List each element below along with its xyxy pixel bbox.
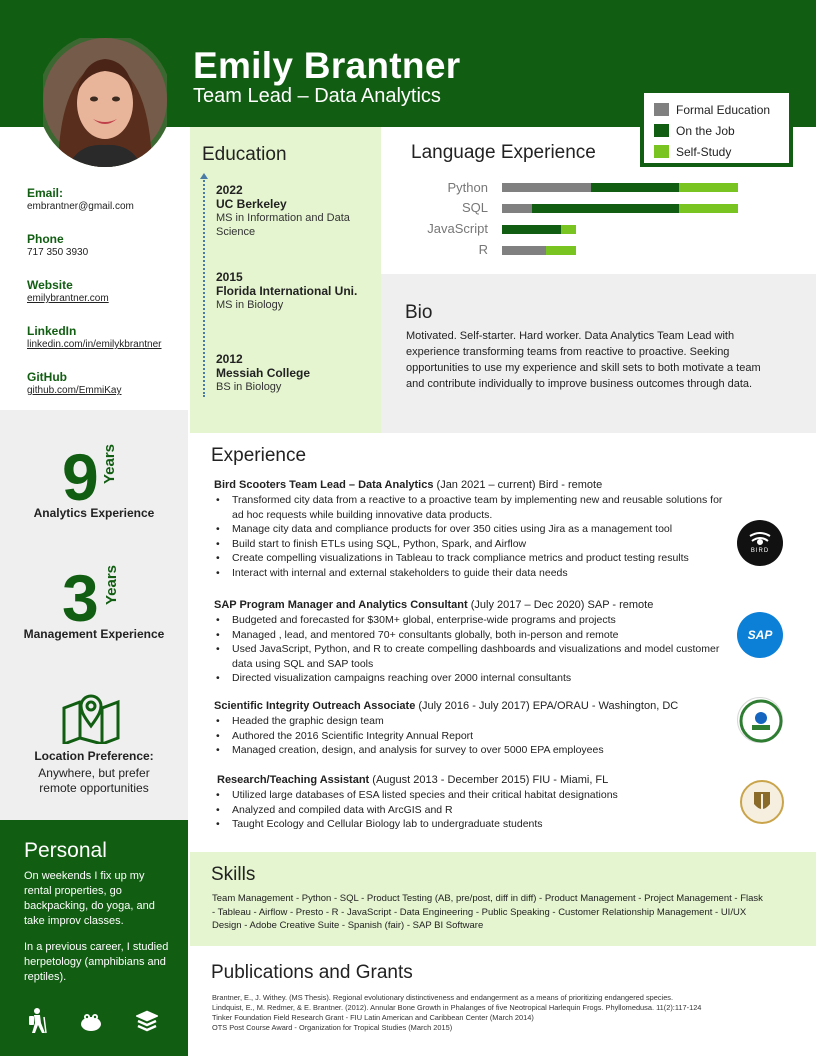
- job-bullet: • Utilized large databases of ESA listed species and their critical habitat designations: [214, 788, 727, 803]
- tick-label-sql: SQL: [461, 200, 488, 215]
- books-icon: [136, 1010, 158, 1037]
- education-year: 2012: [216, 352, 243, 366]
- management-years-number: 3: [62, 561, 99, 635]
- education-degree: MS in Information and Data Science: [216, 212, 350, 238]
- job-meta: (July 2016 - July 2017) EPA/ORAU - Washington, DC: [418, 700, 679, 712]
- job-bullet: • Interact with internal and external stakeholders to guide their data needs: [214, 566, 724, 581]
- personal-panel: [0, 820, 188, 1056]
- legend-label: Self-Study: [676, 144, 732, 159]
- job-title: Scientific Integrity Outreach Associate: [214, 700, 416, 712]
- job-meta: (July 2017 – Dec 2020) SAP - remote: [470, 599, 654, 611]
- education-title: Education: [202, 144, 287, 165]
- job-entry: [214, 700, 724, 758]
- job-bullet: • Create compelling visualizations in Tableau to track compliance metrics and product testing results: [214, 551, 724, 566]
- bar-python-formal-education: [502, 183, 591, 192]
- publication-item: OTS Post Course Award - Organization for Tropical Studies (March 2015): [212, 1023, 453, 1032]
- github-label: GitHub: [27, 370, 67, 384]
- person-name: Emily Brantner: [193, 45, 461, 86]
- job-bullets: [214, 788, 727, 832]
- education-year: 2015: [216, 270, 243, 284]
- job-bullet: • Managed creation, design, and analysis for survey to over 5000 EPA employees: [214, 743, 724, 758]
- job-title: Bird Scooters Team Lead – Data Analytics: [214, 479, 434, 491]
- language-chart-title: Language Experience: [411, 142, 596, 163]
- bar-sql-self-study: [679, 204, 738, 213]
- education-timeline: [203, 177, 205, 397]
- legend-swatch: [654, 124, 669, 137]
- education-school: Messiah College: [216, 366, 311, 380]
- skills-title: Skills: [211, 864, 256, 885]
- job-bullet: • Managed , lead, and mentored 70+ consultants globally, both in-person and remote: [214, 628, 724, 643]
- experience-title: Experience: [211, 445, 307, 466]
- job-bullets: [214, 714, 724, 758]
- bar-sql-on-the-job: [532, 204, 680, 213]
- bar-sql-formal-education: [502, 204, 532, 213]
- job-bullets: [214, 613, 724, 686]
- job-title: Research/Teaching Assistant: [217, 774, 370, 786]
- bar-javascript-on-the-job: [502, 225, 561, 234]
- publications-list: [212, 993, 802, 1033]
- job-meta: (Jan 2021 – current) Bird - remote: [436, 479, 603, 491]
- job-bullet: • Budgeted and forecasted for $30M+ global, enterprise-wide programs and projects: [214, 613, 724, 628]
- job-header: [217, 774, 727, 786]
- education-item: [216, 183, 376, 239]
- tick-label-r: R: [478, 242, 488, 257]
- job-bullet: • Manage city data and compliance products for over 350 cities using Jira as a management tool: [214, 522, 724, 537]
- email-link[interactable]: embrantner@gmail.com: [27, 201, 134, 212]
- linkedin-label: LinkedIn: [27, 324, 77, 338]
- education-item: [216, 270, 376, 312]
- job-bullet: • Transformed city data from a reactive to a proactive team by implementing new and reusable solutions for ad hoc requests while building innovative data products.: [214, 493, 724, 522]
- job-bullet: • Build start to finish ETLs using SQL, Python, Spark, and Airflow: [214, 537, 724, 552]
- legend-item: [654, 99, 789, 120]
- bar-python-self-study: [679, 183, 738, 192]
- job-header: [214, 700, 724, 712]
- bird-logo-text: BIRD: [750, 548, 770, 554]
- phone-label: Phone: [27, 232, 64, 246]
- frog-icon: [80, 1012, 104, 1037]
- sap-logo: [737, 612, 783, 658]
- analytics-stat: [62, 440, 118, 514]
- publication-item: Lindquist, E., M. Redmer, & E. Brantner. (2012). Annular Bone Growth in Phalanges of five Neotropical Harlequin Frogs. Phyllomedusa. 11(2):117-124: [212, 1003, 702, 1012]
- contact-section: [27, 186, 187, 416]
- legend-swatch: [654, 103, 669, 116]
- bird-logo: [737, 520, 783, 566]
- publications-title: Publications and Grants: [211, 962, 413, 983]
- epa-seal-icon: [737, 697, 783, 743]
- job-bullet: • Directed visualization campaigns reaching over 2000 internal consultants: [214, 671, 724, 686]
- education-school: UC Berkeley: [216, 197, 287, 211]
- website-label: Website: [27, 278, 73, 292]
- job-title: Team Lead – Data Analytics: [193, 85, 441, 107]
- chart-legend: [640, 89, 793, 167]
- linkedin-link[interactable]: linkedin.com/in/emilykbrantner: [27, 339, 162, 350]
- management-years-unit: Years: [102, 565, 120, 606]
- job-entry: [214, 479, 724, 580]
- timeline-arrow-icon: [200, 173, 208, 179]
- fiu-seal-icon: [740, 780, 784, 824]
- job-entry: [217, 774, 727, 832]
- job-header: [214, 479, 724, 491]
- website-link[interactable]: emilybrantner.com: [27, 293, 109, 304]
- education-item: [216, 352, 376, 394]
- job-header: [214, 599, 724, 611]
- bio-text: Motivated. Self-starter. Hard worker. Data Analytics Team Lead with experience transforming teams from reactive to proactive. Seeking opportunities to use my experience and skill sets to both motivate a team and contribute individually to improve business outcomes through data.: [406, 330, 761, 390]
- map-pin-icon: [62, 686, 120, 749]
- personal-title: Personal: [24, 839, 107, 862]
- bar-r-self-study: [546, 246, 576, 255]
- management-label: Management Experience: [23, 627, 165, 641]
- education-degree: MS in Biology: [216, 299, 284, 311]
- analytics-years-unit: Years: [100, 444, 118, 485]
- github-link[interactable]: github.com/EmmiKay: [27, 385, 122, 396]
- bio-title: Bio: [405, 302, 433, 323]
- legend-label: On the Job: [676, 123, 735, 138]
- personal-text-2: In a previous career, I studied herpetology (amphibians and reptiles).: [24, 941, 169, 983]
- email-label: Email:: [27, 186, 64, 200]
- language-chart: [400, 176, 800, 264]
- job-bullet: • Taught Ecology and Cellular Biology lab to undergraduate students: [214, 817, 727, 832]
- job-bullet: • Headed the graphic design team: [214, 714, 724, 729]
- tick-label-python: Python: [447, 180, 488, 195]
- legend-item: [654, 120, 789, 141]
- bar-python-on-the-job: [591, 183, 680, 192]
- bar-r-formal-education: [502, 246, 546, 255]
- tick-label-javascript: JavaScript: [427, 221, 488, 236]
- location-text: Anywhere, but prefer remote opportunities: [38, 766, 150, 795]
- legend-item: [654, 141, 789, 162]
- job-bullet: • Authored the 2016 Scientific Integrity Annual Report: [214, 729, 724, 744]
- location-title: Location Preference:: [34, 749, 154, 763]
- education-school: Florida International Uni.: [216, 284, 358, 298]
- bar-javascript-self-study: [561, 225, 576, 234]
- job-bullet: • Used JavaScript, Python, and R to create compelling dashboards and visualizations and model customer data using SQL and SAP tools: [214, 642, 724, 671]
- phone-value: 717 350 3930: [27, 247, 89, 258]
- education-degree: BS in Biology: [216, 381, 282, 393]
- skills-text: Team Management - Python - SQL - Product Testing (AB, pre/post, diff in diff) - Product Management - Project Management - Flask - Tableau - Airflow - Presto - R - JavaScript - Data Engineering - Public Speaking - Customer Relationship Management - UI/UX Design - Adobe Creative Suite - Spanish (fair) - SAP BI Software: [212, 893, 763, 931]
- analytics-label: Analytics Experience: [33, 506, 155, 520]
- job-title: SAP Program Manager and Analytics Consultant: [214, 599, 468, 611]
- job-bullets: [214, 493, 724, 580]
- stats-panel: [0, 410, 188, 820]
- management-stat: [62, 561, 120, 635]
- job-meta: (August 2013 - December 2015) FIU - Miami, FL: [372, 774, 609, 786]
- analytics-years-number: 9: [62, 440, 99, 514]
- sap-logo-text: SAP: [747, 628, 773, 642]
- legend-label: Formal Education: [676, 102, 771, 117]
- publication-item: Brantner, E., J. Withey. (MS Thesis). Regional evolutionary distinctiveness and endangerment as a means of prioritizing endangered species.: [212, 993, 674, 1002]
- profile-photo: [38, 33, 172, 167]
- education-panel: [190, 127, 381, 433]
- education-year: 2022: [216, 183, 243, 197]
- job-bullet: • Analyzed and compiled data with ArcGIS and R: [214, 803, 727, 818]
- hiking-icon: [26, 1008, 48, 1039]
- job-entry: [214, 599, 724, 686]
- legend-swatch: [654, 145, 669, 158]
- publication-item: Tinker Foundation Field Research Grant - FIU Latin American and Caribbean Center (March 2014): [212, 1013, 534, 1022]
- personal-text-1: On weekends I fix up my rental properties, go backpacking, do yoga, and take improv classes.: [24, 870, 155, 927]
